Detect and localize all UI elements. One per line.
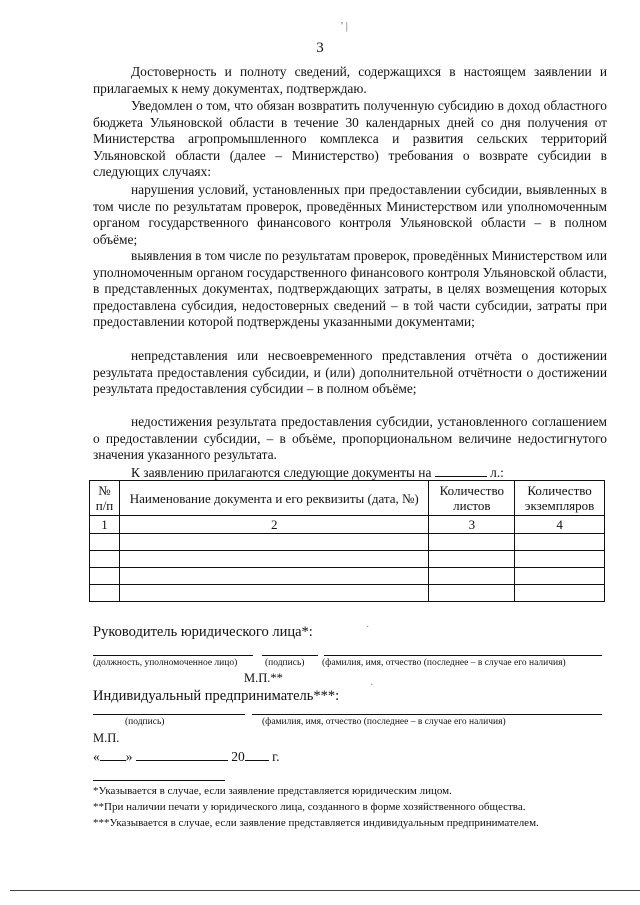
table-cell[interactable] xyxy=(515,568,605,585)
sheet-count-blank xyxy=(435,464,487,477)
paragraph-case-no-report: непредставления или несвоевременного представления отчёта о достижении результата предоставления субсидии, и (или) дополнительной отчётности о достижении результата предоставления субсидии – в полном объёме; xyxy=(93,348,607,397)
table-cell[interactable] xyxy=(429,551,515,568)
paragraph-case-not-achieved: недостижения результата предоставления субсидии, установленного соглашением о предоставлении субсидии, – в объёме, пропорциональном величине недостигнутого значения указанного результата. xyxy=(93,414,607,463)
year-suffix: г. xyxy=(272,749,280,764)
paragraph-confirmation: Достоверность и полноту сведений, содержащихся в настоящем заявлении и прилагаемых к нему документах, подтверждаю. xyxy=(93,64,607,96)
table-cell: 3 xyxy=(429,516,515,534)
month-blank[interactable] xyxy=(136,748,228,761)
date-line xyxy=(93,748,280,765)
date-quote-close: » xyxy=(125,749,133,764)
year-blank[interactable] xyxy=(245,748,269,761)
paragraph-case-false-info: выявления в том числе по результатам проверок, проведённых Министерством или уполномоченным органом государственного финансового контроля Ульяновской области, в представленных документах, подтверждающих затраты, в целях возмещения которых предоставлена субсидия, недостоверных сведений – в той части субсидии, затраты при предоставлении которой подтверждены указанными документами; xyxy=(93,248,607,330)
table-row xyxy=(90,534,605,551)
footnote-3: ***Указывается в случае, если заявление представляется индивидуальным предпринимателем. xyxy=(93,817,539,829)
table-numbers-row xyxy=(90,516,605,534)
day-blank[interactable] xyxy=(100,748,126,761)
page-bottom-edge xyxy=(10,890,640,891)
table-cell[interactable] xyxy=(429,585,515,602)
table-cell[interactable] xyxy=(90,551,120,568)
table-cell[interactable] xyxy=(515,534,605,551)
ip-fio-line[interactable] xyxy=(252,714,602,715)
stamp-place-head: М.П.** xyxy=(244,671,283,685)
attachments-intro-text: К заявлению прилагаются следующие документы на xyxy=(131,465,432,480)
position-caption: (должность, уполномоченное лицо) xyxy=(93,658,238,668)
head-of-entity-label: Руководитель юридического лица*: xyxy=(93,624,313,640)
table-cell[interactable] xyxy=(429,568,515,585)
ip-signature-line[interactable] xyxy=(93,714,245,715)
table-cell[interactable] xyxy=(120,534,429,551)
date-quote-open: « xyxy=(93,749,100,764)
table-row xyxy=(90,551,605,568)
head-signature-caption: (подпись) xyxy=(265,658,305,668)
col-header-number: № п/п xyxy=(90,481,120,516)
scan-speck: · xyxy=(366,622,370,633)
table-cell[interactable] xyxy=(90,585,120,602)
ip-signature-caption: (подпись) xyxy=(125,717,165,727)
table-cell: 2 xyxy=(120,516,429,534)
head-fio-line[interactable] xyxy=(324,655,602,656)
attachments-intro-suffix: л.: xyxy=(490,465,504,480)
table-cell: 1 xyxy=(90,516,120,534)
paragraph-notification: Уведомлен о том, что обязан возвратить полученную субсидию в доход областного бюджета Ульяновской области в течение 30 календарных дней со дня получения от Министерства агропромышленного комплекса и развития сельских территорий Ульяновской области (далее – Министерство) требования о возврате субсидии в следующих случаях: xyxy=(93,98,607,180)
table-cell[interactable] xyxy=(120,585,429,602)
table-cell[interactable] xyxy=(120,551,429,568)
table-header-row xyxy=(90,481,605,516)
attachments-intro xyxy=(131,464,504,481)
table-cell[interactable] xyxy=(90,568,120,585)
footnote-separator xyxy=(93,780,225,781)
table-row xyxy=(90,568,605,585)
table-cell[interactable] xyxy=(120,568,429,585)
head-fio-caption: (фамилия, имя, отчество (последнее – в случае его наличия) xyxy=(322,658,566,668)
table-cell[interactable] xyxy=(90,534,120,551)
col-header-sheets: Количество листов xyxy=(429,481,515,516)
table-cell: 4 xyxy=(515,516,605,534)
year-prefix: 20 xyxy=(231,749,245,764)
entrepreneur-label: Индивидуальный предприниматель***: xyxy=(93,688,340,704)
table-row xyxy=(90,585,605,602)
page-number: 3 xyxy=(316,40,324,56)
position-line[interactable] xyxy=(93,655,253,656)
scan-speck: · xyxy=(370,680,374,691)
footnote-2: **При наличии печати у юридического лица, созданного в форме хозяйственного общества. xyxy=(93,801,526,813)
footnote-1: *Указывается в случае, если заявление представляется юридическим лицом. xyxy=(93,785,452,797)
head-signature-line[interactable] xyxy=(262,655,318,656)
table-cell[interactable] xyxy=(429,534,515,551)
stamp-place-ip: М.П. xyxy=(93,731,120,745)
table-cell[interactable] xyxy=(515,585,605,602)
scan-mark: ' | xyxy=(341,20,348,32)
table-cell[interactable] xyxy=(515,551,605,568)
col-header-name: Наименование документа и его реквизиты (дата, №) xyxy=(120,481,429,516)
attachments-table xyxy=(89,480,605,602)
paragraph-case-violation: нарушения условий, установленных при предоставлении субсидии, выявленных в том числе по результатам проверок, проведённых Министерством или уполномоченным органом государственного финансового контроля Ульяновской области – в полном объёме; xyxy=(93,182,607,247)
ip-fio-caption: (фамилия, имя, отчество (последнее – в случае его наличия) xyxy=(262,717,506,727)
col-header-copies: Количество экземпляров xyxy=(515,481,605,516)
